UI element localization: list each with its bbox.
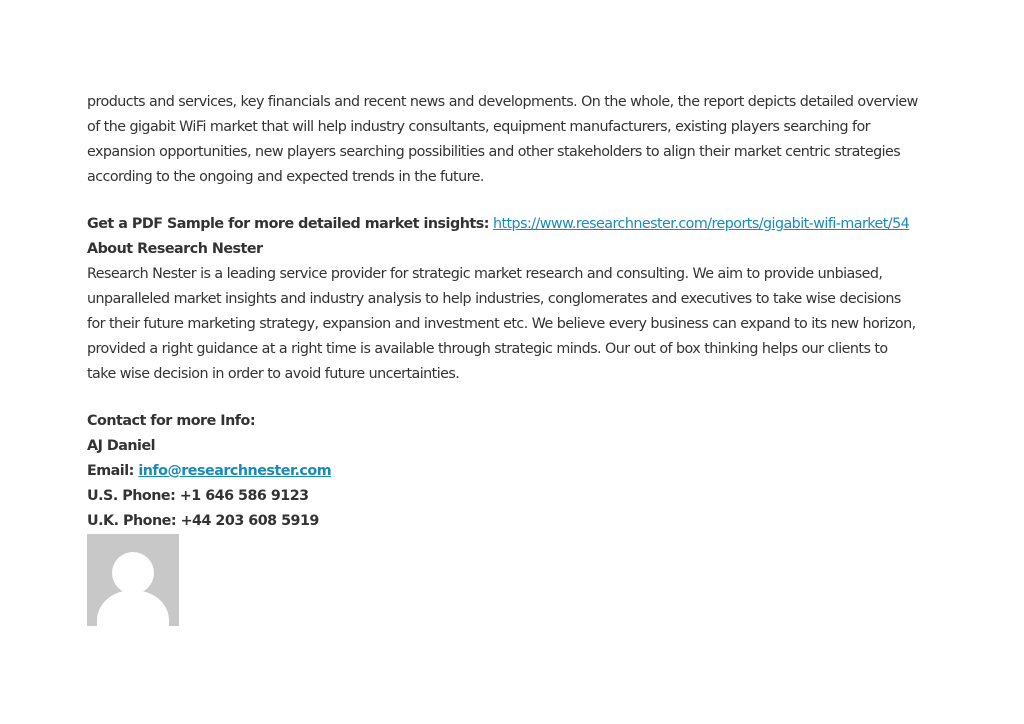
about-heading: About Research Nester (87, 241, 263, 257)
intro-line: of the gigabit WiFi market that will help industry consultants, equipment manufacturers, existing players searching for (87, 119, 870, 135)
avatar-shoulders-shape (97, 590, 169, 626)
contact-email-line (87, 459, 937, 484)
us-phone: U.S. Phone: +1 646 586 9123 (87, 488, 309, 504)
pdf-sample-line (87, 212, 937, 237)
about-paragraph (87, 262, 937, 387)
about-line: provided a right guidance at a right time is available through strategic minds. Our out of box thinking helps our clients to (87, 341, 888, 357)
about-line: unparalleled market insights and industry analysis to help industries, conglomerates and executives to take wise decisions (87, 291, 901, 307)
contact-name: AJ Daniel (87, 438, 156, 454)
contact-heading: Contact for more Info: (87, 413, 256, 429)
email-label: Email: (87, 463, 134, 479)
about-line: Research Nester is a leading service provider for strategic market research and consulting. We aim to provide unbiased, (87, 266, 883, 282)
about-line: for their future marketing strategy, expansion and investment etc. We believe every business can expand to its new horizon, (87, 316, 916, 332)
intro-paragraph (87, 90, 937, 190)
intro-line: products and services, key financials and recent news and developments. On the whole, the report depicts detailed overview (87, 94, 918, 110)
pdf-sample-label: Get a PDF Sample for more detailed market insights: (87, 216, 489, 232)
intro-line: expansion opportunities, new players searching possibilities and other stakeholders to align their market centric strategies (87, 144, 901, 160)
avatar (87, 534, 179, 626)
avatar-head-shape (112, 552, 154, 594)
intro-line: according to the ongoing and expected trends in the future. (87, 169, 484, 185)
email-link[interactable]: info@researchnester.com (138, 463, 332, 479)
uk-phone: U.K. Phone: +44 203 608 5919 (87, 513, 319, 529)
pdf-sample-link[interactable]: https://www.researchnester.com/reports/gigabit-wifi-market/54 (492, 216, 910, 232)
about-line: take wise decision in order to avoid future uncertainties. (87, 366, 460, 382)
document-page (87, 90, 937, 626)
